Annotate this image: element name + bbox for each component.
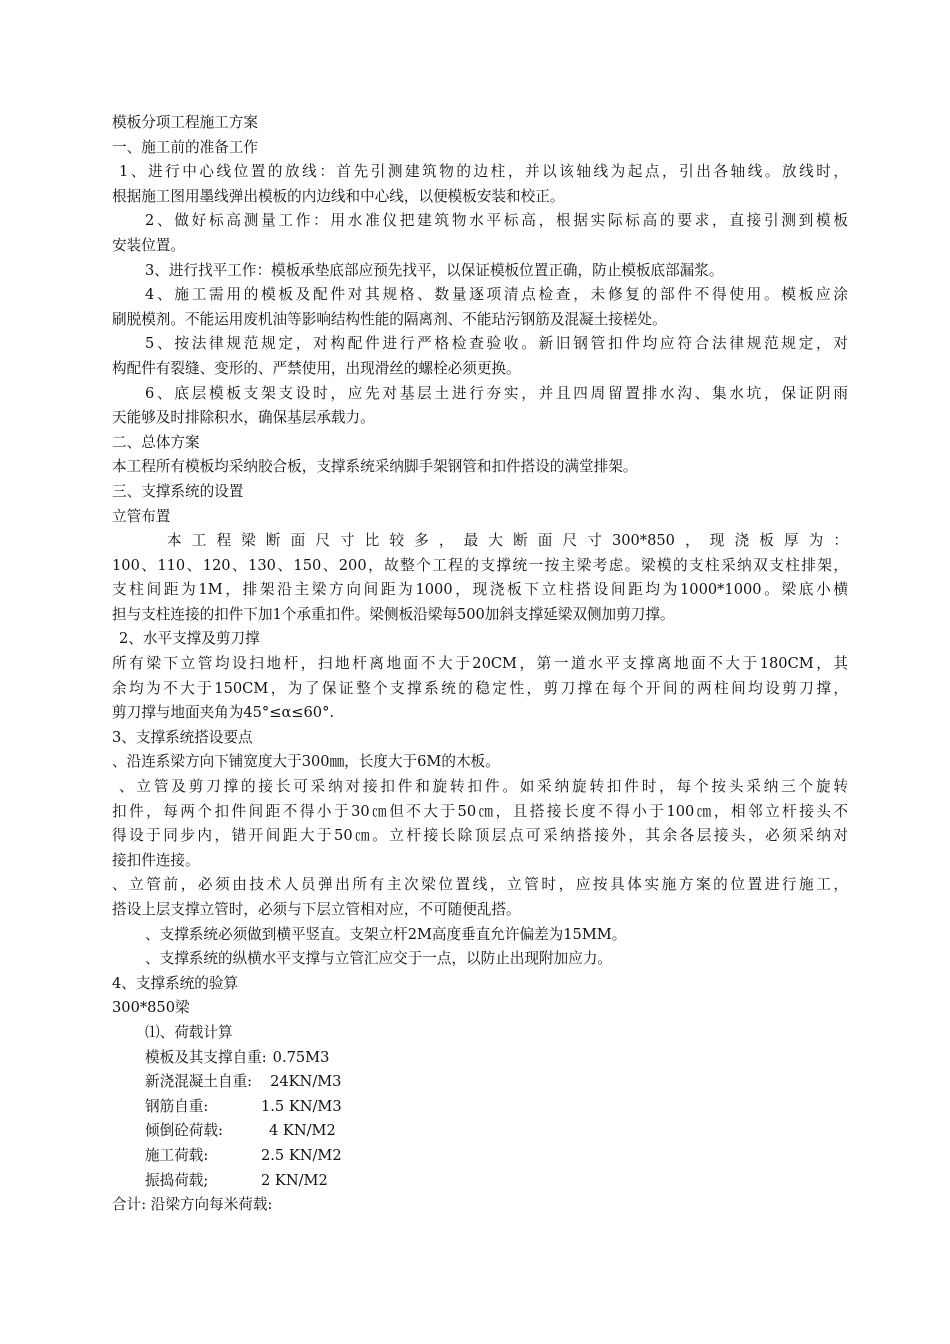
load-item [112, 1119, 848, 1144]
paragraph-line: 余均为不大于150CM，为了保证整个支撑系统的稳定性，剪刀撑在每个开间的两柱间均设剪刀撑， [112, 679, 848, 697]
paragraph-line: 安装位置。 [112, 236, 185, 254]
total-line: 合计: 沿梁方向每米荷载: [112, 1196, 273, 1214]
load-item [112, 1070, 848, 1095]
document-title: 模板分项工程施工方案 [112, 114, 258, 131]
load-value: 1.5 KN/M3 [261, 1097, 342, 1115]
load-label: 模板及其支撑自重: [145, 1048, 267, 1066]
paragraph-line: 、支撑系统的纵横水平支撑与立管汇应交于一点，以防止出现附加应力。 [145, 950, 613, 968]
section-heading-3: 三、支撑系统的设置 [112, 482, 244, 500]
paragraph-line: 担与支柱连接的扣件下加1个承重扣件。梁侧板沿梁每500加斜支撑延梁双侧加剪刀撑。 [112, 605, 675, 623]
paragraph-line: 6、底层模板支架支设时，应先对基层土进行夯实，并且四周留置排水沟、集水坑，保证阴雨 [145, 384, 848, 402]
paragraph-line: 刷脱模剂。不能运用废机油等影响结构性能的隔离剂、不能玷污钢筋及混凝土接槎处。 [112, 310, 667, 328]
section-heading-4: 4、支撑系统的验算 [112, 974, 239, 992]
load-label: 新浇混凝土自重: [145, 1073, 253, 1091]
paragraph-line: 、沿连系梁方向下铺宽度大于300㎜，长度大于6M的木板。 [112, 753, 500, 771]
paragraph-line: 4、施工需用的模板及配件对其规格、数量逐项清点检查，未修复的部件不得使用。模板应涂 [145, 286, 848, 304]
paragraph-line: 接扣件连接。 [112, 851, 200, 869]
load-value: 0.75M3 [272, 1048, 330, 1066]
paragraph-line: 3、进行找平工作：模板承垫底部应预先找平，以保证模板位置正确，防止模板底部漏浆。 [145, 261, 724, 279]
load-label: 振捣荷载; [145, 1171, 209, 1189]
paragraph-line: 支柱间距为1M，排架沿主梁方向间距为1000，现浇板下立柱搭设间距均为1000*1000。梁底小横 [112, 581, 848, 599]
paragraph-line: 本工程梁断面尺寸比较多，最大断面尺寸300*850，现浇板厚为： [167, 532, 848, 550]
paragraph-line: 搭设上层支撑立管时，必须与下层立管相对应，不可随便乱搭。 [112, 901, 521, 918]
paragraph-line: 本工程所有模板均采纳胶合板，支撑系统采纳脚手架钢管和扣件搭设的满堂排架。 [112, 458, 638, 476]
load-label: 钢筋自重: [145, 1097, 209, 1115]
subsection-heading: 3、支撑系统搭设要点 [112, 728, 253, 746]
paragraph-line: 、立管前，必须由技术人员弹出所有主次梁位置线，立管时，应按具体实施方案的位置进行施工， [112, 876, 848, 894]
paragraph-line: 、支撑系统必须做到横平竖直。支架立杆2M高度垂直允许偏差为15MM。 [145, 925, 627, 943]
section-heading-2: 二、总体方案 [112, 433, 200, 451]
load-item [112, 1046, 848, 1071]
beam-label: 300*850梁 [112, 999, 190, 1017]
load-item [112, 1095, 848, 1120]
paragraph-line: 、立管及剪刀撑的接长可采纳对接扣件和旋转扣件。如采纳旋转扣件时，每个按头采纳三个旋转 [119, 778, 848, 796]
load-calc-heading: ⑴、荷载计算 [145, 1023, 233, 1041]
load-label: 施工荷载: [145, 1146, 209, 1164]
paragraph-line: 100、110、120、130、150、200，故整个工程的支撑统一按主梁考虑。梁模的支柱采纳双支柱排架， [112, 556, 848, 574]
load-value: 24KN/M3 [270, 1073, 342, 1091]
paragraph-line: 扣件，每两个扣件间距不得小于30㎝但不大于50㎝，且搭接长度不得小于100㎝，相邻立杆接头不 [112, 802, 848, 820]
subsection-heading: 立管布置 [112, 507, 171, 525]
load-value: 2.5 KN/M2 [261, 1146, 342, 1164]
paragraph-line: 剪刀撑与地面夹角为45°≤α≤60°. [112, 704, 335, 722]
paragraph-line: 根据施工图用墨线弹出模板的内边线和中心线，以便模板安装和校正。 [112, 187, 565, 205]
load-value: 4 KN/M2 [269, 1122, 336, 1140]
section-heading-1: 一、施工前的准备工作 [112, 138, 258, 156]
paragraph-line: 2、做好标高测量工作：用水准仪把建筑物水平标高，根据实际标高的要求，直接引测到模板 [145, 212, 848, 230]
paragraph-line: 天能够及时排除积水，确保基层承载力。 [112, 409, 375, 427]
paragraph-line: 构配件有裂缝、变形的、严禁使用，出现滑丝的螺栓必须更换。 [112, 359, 521, 377]
load-label: 倾倒砼荷载: [145, 1122, 223, 1140]
document-page [112, 111, 848, 1218]
paragraph-line: 1、进行中心线位置的放线：首先引测建筑物的边柱，并以该轴线为起点，引出各轴线。放线时， [119, 163, 848, 181]
paragraph-line: 5、按法律规范规定，对构配件进行严格检查验收。新旧钢管扣件均应符合法律规范规定，对 [145, 335, 848, 353]
load-item [112, 1144, 848, 1169]
paragraph-line: 所有梁下立管均设扫地杆，扫地杆离地面不大于20CM，第一道水平支撑离地面不大于180CM，其 [112, 655, 848, 673]
paragraph-line: 得设于同步内，错开间距大于50㎝。立杆接长除顶层点可采纳搭接外，其余各层接头，必须采纳对 [112, 827, 848, 845]
load-value: 2 KN/M2 [261, 1171, 328, 1189]
load-item [112, 1169, 848, 1194]
subsection-heading: 2、水平支撑及剪刀撑 [119, 630, 260, 648]
